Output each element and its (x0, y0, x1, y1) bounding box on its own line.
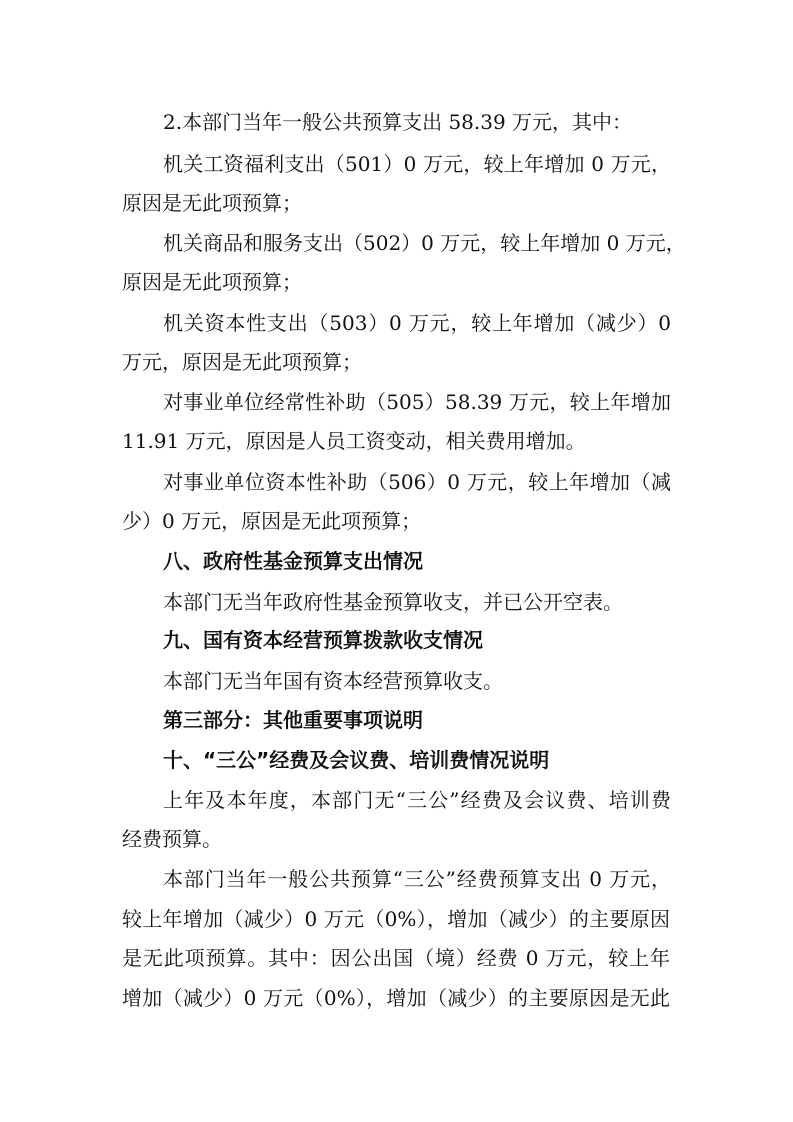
paragraph-line: 11.91 万元，原因是人员工资变动，相关费用增加。 (122, 429, 586, 453)
paragraph-line: 是无此项预算。其中：因公出国（境）经费 0 万元，较上年 (122, 946, 670, 970)
paragraph-line: 较上年增加（减少）0 万元（0%），增加（减少）的主要原因 (122, 907, 670, 931)
paragraph-line: 机关工资福利支出（501）0 万元，较上年增加 0 万元， (163, 152, 671, 176)
paragraph-line: 机关资本性支出（503）0 万元，较上年增加（减少）0 (163, 311, 671, 335)
paragraph-line: 2.本部门当年一般公共预算支出 58.39 万元，其中： (163, 110, 633, 134)
section-heading: 九、国有资本经营预算拨款收支情况 (163, 628, 483, 652)
section-heading: 十、“三公”经费及会议费、培训费情况说明 (163, 748, 550, 772)
paragraph-line: 经费预算。 (122, 827, 222, 851)
paragraph-line: 原因是无此项预算； (122, 270, 302, 294)
paragraph-line: 本部门当年一般公共预算“三公”经费预算支出 0 万元， (163, 867, 671, 891)
paragraph-line: 机关商品和服务支出（502）0 万元，较上年增加 0 万元， (163, 231, 686, 255)
paragraph-line: 增加（减少）0 万元（0%），增加（减少）的主要原因是无此 (122, 986, 670, 1010)
paragraph-line: 对事业单位经常性补助（505）58.39 万元，较上年增加 (163, 390, 671, 414)
part-heading: 第三部分：其他重要事项说明 (163, 708, 423, 732)
paragraph-line: 对事业单位资本性补助（506）0 万元，较上年增加（减 (163, 470, 671, 494)
paragraph-line: 原因是无此项预算； (122, 191, 302, 215)
paragraph-line: 本部门无当年国有资本经营预算收支。 (163, 669, 503, 693)
section-heading: 八、政府性基金预算支出情况 (163, 549, 423, 573)
paragraph-line: 上年及本年度，本部门无“三公”经费及会议费、培训费 (163, 788, 671, 812)
paragraph-line: 少）0 万元，原因是无此项预算； (122, 509, 422, 533)
paragraph-line: 万元，原因是无此项预算； (122, 350, 362, 374)
paragraph-line: 本部门无当年政府性基金预算收支，并已公开空表。 (163, 590, 623, 614)
